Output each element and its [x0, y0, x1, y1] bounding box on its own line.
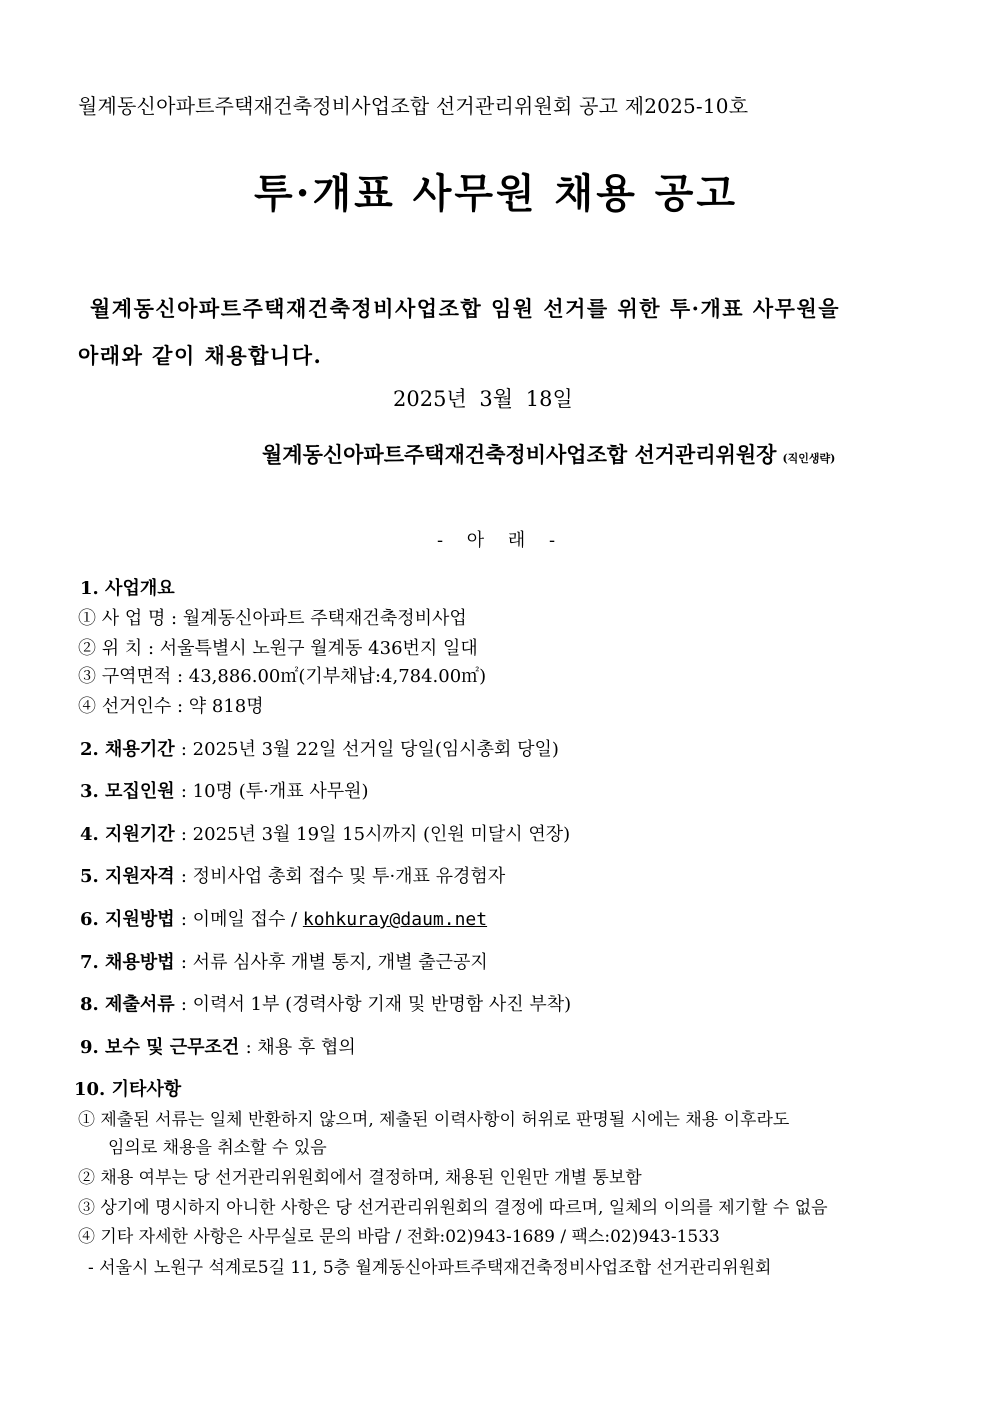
section-7-value: : 서류 심사후 개별 통지, 개별 출근공지 [180, 952, 488, 973]
section-10-heading: 10. 기타사항 [74, 1079, 182, 1100]
section-2-heading: 2. 채용기간 [80, 739, 175, 760]
signer [262, 439, 835, 469]
section-1-item: ② 위 치 : 서울특별시 노원구 월계동 436번지 일대 [78, 638, 478, 659]
section-3-heading: 3. 모집인원 [80, 781, 175, 802]
section-5 [80, 862, 505, 888]
signer-name: 월계동신아파트주택재건축정비사업조합 선거관리위원장 [262, 442, 777, 467]
section-1-item: ① 사 업 명 : 월계동신아파트 주택재건축정비사업 [78, 608, 467, 629]
section-10-item: ④ 기타 자세한 사항은 사무실로 문의 바람 / 전화:02)943-1689 / 팩스:02)943-1533 [78, 1227, 720, 1247]
section-10-item: ③ 상기에 명시하지 아니한 사항은 당 선거관리위원회의 결정에 따르며, 일체의 이의를 제기할 수 없음 [78, 1198, 828, 1218]
section-3 [80, 777, 369, 803]
section-5-value: : 정비사업 총회 접수 및 투·개표 유경험자 [180, 866, 506, 887]
intro-line-2: 아래와 같이 채용합니다. [78, 343, 323, 368]
intro-line-1: 월계동신아파트주택재건축정비사업조합 임원 선거를 위한 투·개표 사무원을 [90, 296, 841, 321]
section-2 [80, 735, 559, 761]
email-link[interactable]: kohkuray@daum.net [302, 909, 488, 930]
section-9-value: : 채용 후 협의 [245, 1037, 356, 1058]
below-label: - 아 래 - [436, 530, 556, 551]
section-6 [80, 905, 487, 931]
notice-number: 월계동신아파트주택재건축정비사업조합 선거관리위원회 공고 제2025-10호 [78, 94, 749, 118]
section-8 [80, 990, 571, 1016]
office-address: - 서울시 노원구 석계로5길 11, 5층 월계동신아파트주택재건축정비사업조합 선거관리위원회 [88, 1258, 772, 1278]
section-4-heading: 4. 지원기간 [80, 824, 175, 845]
page-title: 투·개표 사무원 채용 공고 [253, 170, 739, 217]
section-6-heading: 6. 지원방법 [80, 909, 175, 930]
section-1-item: ③ 구역면적 : 43,886.00㎡(기부채납:4,784.00㎡) [78, 666, 487, 687]
seal-note: (직인생략) [782, 452, 836, 465]
section-4 [80, 820, 570, 846]
section-10-item: ② 채용 여부는 당 선거관리위원회에서 결정하며, 채용된 인원만 개별 통보함 [78, 1168, 642, 1188]
section-9-heading: 9. 보수 및 근무조건 [80, 1037, 240, 1058]
section-7-heading: 7. 채용방법 [80, 952, 175, 973]
section-8-value: : 이력서 1부 (경력사항 기재 및 반명함 사진 부착) [180, 994, 572, 1015]
section-10-item-continued: 임의로 채용을 취소할 수 있음 [108, 1138, 327, 1158]
section-8-heading: 8. 제출서류 [80, 994, 175, 1015]
section-5-heading: 5. 지원자격 [80, 866, 175, 887]
section-9 [80, 1033, 356, 1059]
announcement-date: 2025년 3월 18일 [393, 387, 573, 411]
section-3-value: : 10명 (투·개표 사무원) [180, 781, 369, 802]
section-10-item: ① 제출된 서류는 일체 반환하지 않으며, 제출된 이력사항이 허위로 판명될 시에는 채용 이후라도 [78, 1110, 790, 1130]
section-1-item: ④ 선거인수 : 약 818명 [78, 696, 264, 717]
section-4-value: : 2025년 3월 19일 15시까지 (인원 미달시 연장) [180, 824, 571, 845]
section-1-heading: 1. 사업개요 [80, 578, 175, 599]
section-7 [80, 948, 488, 974]
section-6-value: : 이메일 접수 / [180, 909, 303, 930]
section-2-value: : 2025년 3월 22일 선거일 당일(임시총회 당일) [180, 739, 559, 760]
